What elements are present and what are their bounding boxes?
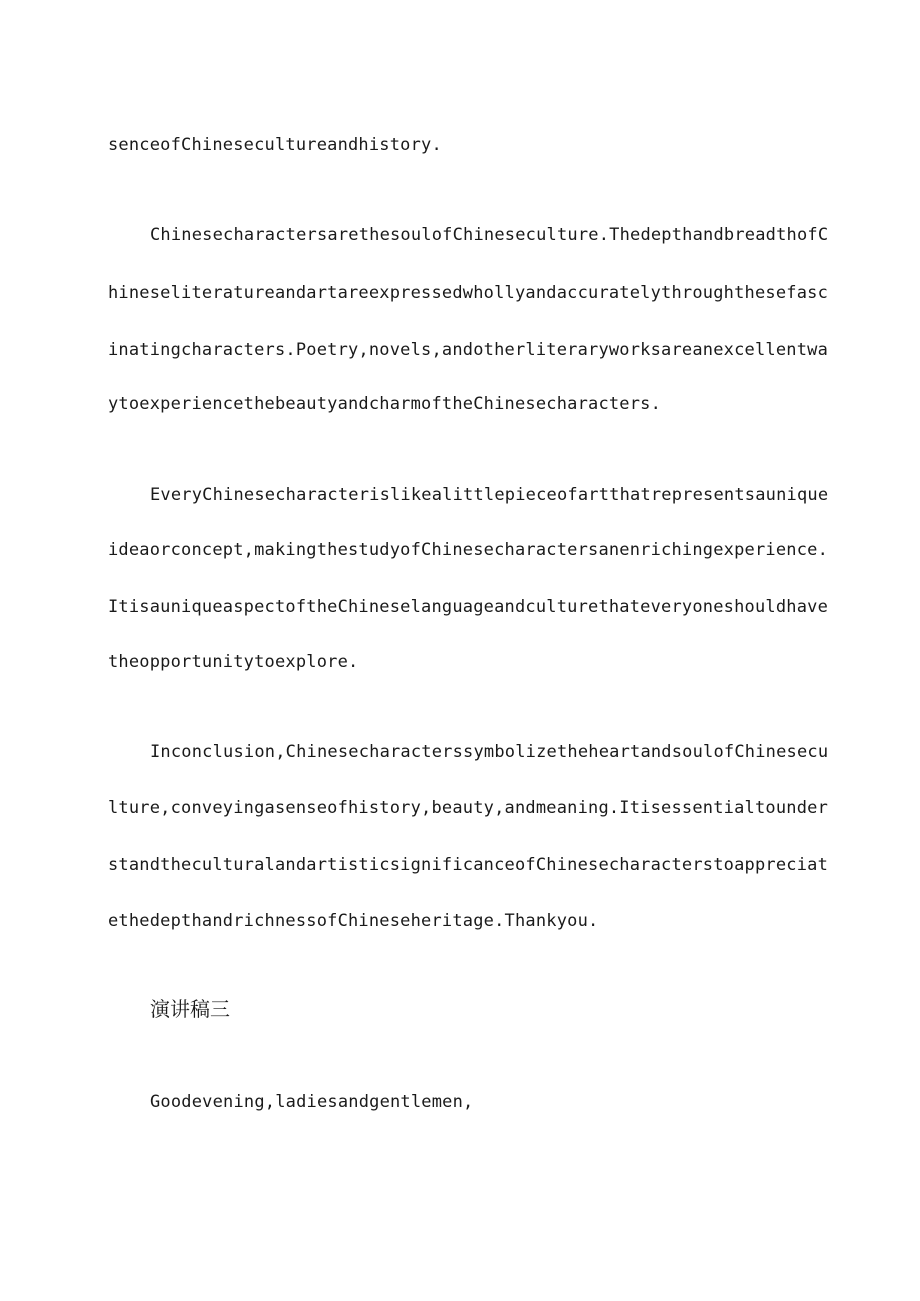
text-line: hineseliteratureandartareexpressedwhollyandaccuratelythroughthesefasc (108, 283, 829, 303)
text-line: EveryChinesecharacterislikealittlepieceofartthatrepresentsaunique (150, 485, 829, 505)
text-line: Goodevening,ladiesandgentlemen, (150, 1092, 474, 1112)
text-line: standtheculturalandartisticsignificanceofChinesecharacterstoappreciat (108, 855, 829, 875)
text-line: ideaorconcept,makingthestudyofChinesecharactersanenrichingexperience. (108, 540, 829, 560)
text-line: theopportunitytoexplore. (108, 652, 359, 672)
text-line: inatingcharacters.Poetry,novels,andotherliteraryworksareanexcellentwa (108, 340, 829, 360)
text-line: senceofChinesecultureandhistory. (108, 135, 442, 155)
text-line: Inconclusion,ChinesecharacterssymbolizetheheartandsoulofChinesecu (150, 742, 829, 762)
section-heading: 演讲稿三 (150, 997, 230, 1021)
text-line: ItisauniqueaspectoftheChineselanguageandculturethateveryoneshouldhave (108, 597, 829, 617)
text-line: lture,conveyingasenseofhistory,beauty,andmeaning.Itisessentialtounder (108, 798, 829, 818)
text-line: ethedepthandrichnessofChineseheritage.Thankyou. (108, 911, 599, 931)
text-line: ChinesecharactersarethesoulofChineseculture.ThedepthandbreadthofC (150, 225, 829, 245)
text-line: ytoexperiencethebeautyandcharmoftheChinesecharacters. (108, 394, 662, 414)
